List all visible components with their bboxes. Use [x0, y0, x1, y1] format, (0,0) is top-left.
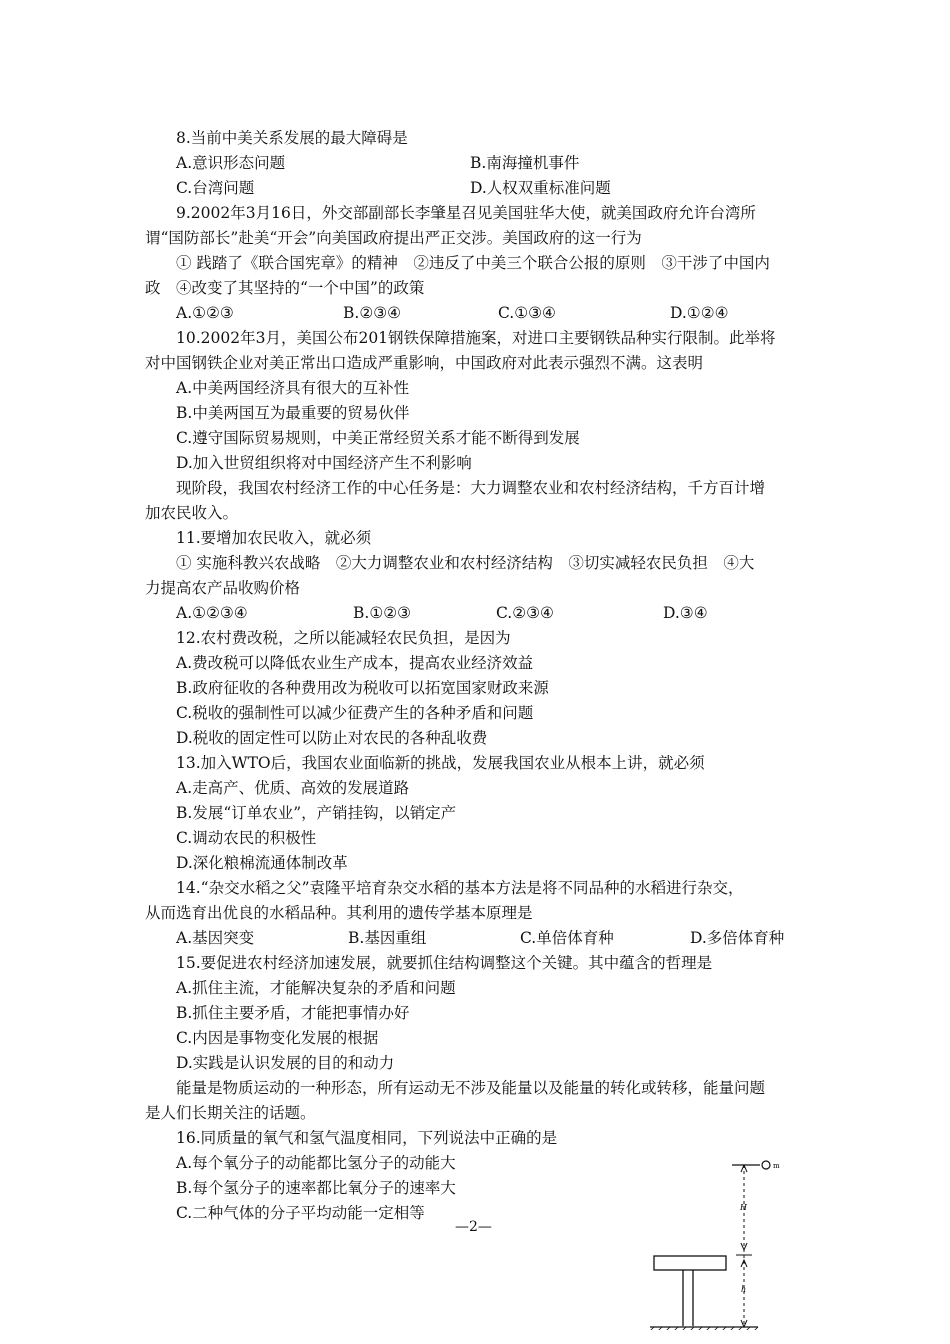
q12-stem: 12.农村费改税，之所以能减轻农民负担，是因为	[176, 629, 511, 647]
ball-icon	[762, 1161, 770, 1169]
q11-option-a: A.①②③④	[176, 604, 248, 622]
q8-option-b: B.南海撞机事件	[470, 154, 580, 172]
q10-option-b: B.中美两国互为最重要的贸易伙伴	[176, 404, 410, 422]
intro1-line1: 现阶段，我国农村经济工作的中心任务是：大力调整农业和农村经济结构，千方百计增	[176, 479, 766, 497]
q13-option-b: B.发展“订单农业”，产销挂钩，以销定产	[176, 804, 457, 822]
q12-option-d: D.税收的固定性可以防止对农民的各种乱收费	[176, 729, 488, 747]
q12-option-a: A.费改税可以降低农业生产成本，提高农业经济效益	[176, 654, 534, 672]
q9-stem-line2: 谓“国防部长”赴美“开会”向美国政府提出严正交涉。美国政府的这一行为	[145, 229, 642, 247]
q15-option-c: C.内因是事物变化发展的根据	[176, 1029, 379, 1047]
q11-option-b: B.①②③	[353, 604, 412, 622]
q8-option-a: A.意识形态问题	[176, 154, 286, 172]
q15-option-a: A.抓住主流，才能解决复杂的矛盾和问题	[176, 979, 456, 997]
q14-option-c: C.单倍体育种	[520, 929, 614, 947]
q9-option-c: C.①③④	[498, 304, 556, 322]
physics-figure	[640, 1150, 780, 1330]
q13-stem: 13.加入WTO后，我国农业面临新的挑战，发展我国农业从根本上讲，就必须	[176, 754, 705, 772]
q13-option-a: A.走高产、优质、高效的发展道路	[176, 779, 410, 797]
q12-option-c: C.税收的强制性可以减少征费产生的各种矛盾和问题	[176, 704, 534, 722]
q11-stem: 11.要增加农民收入，就必须	[176, 529, 372, 547]
intro1-line2: 加农民收入。	[145, 504, 239, 522]
q16-option-b: B.每个氢分子的速率都比氧分子的速率大	[176, 1179, 456, 1197]
q10-stem-line1: 10.2002年3月，美国公布201钢铁保障措施案，对进口主要钢铁品种实行限制。此举将	[176, 329, 776, 347]
height-h-label: h	[741, 1285, 747, 1294]
q11-option-d: D.③④	[663, 604, 708, 622]
q9-stem-line1: 9.2002年3月16日，外交部副部长李肇星召见美国驻华大使，就美国政府允许台湾所	[176, 204, 756, 222]
q11-items-line2: 力提高农产品收购价格	[145, 579, 301, 597]
q9-option-b: B.②③④	[343, 304, 402, 322]
q13-option-c: C.调动农民的积极性	[176, 829, 317, 847]
q8-option-d: D.人权双重标准问题	[470, 179, 611, 197]
q16-stem: 16.同质量的氧气和氢气温度相同，下列说法中正确的是	[176, 1129, 558, 1147]
q9-option-d: D.①②④	[670, 304, 729, 322]
q14-option-d: D.多倍体育种	[690, 929, 785, 947]
q16-option-c: C.二种气体的分子平均动能一定相等	[176, 1204, 425, 1222]
q10-option-c: C.遵守国际贸易规则，中美正常经贸关系才能不断得到发展	[176, 429, 580, 447]
q9-option-a: A.①②③	[176, 304, 234, 322]
q16-option-a: A.每个氧分子的动能都比氢分子的动能大	[176, 1154, 456, 1172]
q15-option-b: B.抓住主要矛盾，才能把事情办好	[176, 1004, 410, 1022]
q12-option-b: B.政府征收的各种费用改为税收可以拓宽国家财政来源	[176, 679, 549, 697]
q10-option-d: D.加入世贸组织将对中国经济产生不利影响	[176, 454, 472, 472]
q9-items-line1: ① 践踏了《联合国宪章》的精神 ②违反了中美三个联合公报的原则 ③干涉了中国内	[176, 254, 770, 272]
q15-option-d: D.实践是认识发展的目的和动力	[176, 1054, 395, 1072]
q10-stem-line2: 对中国钢铁企业对美正常出口造成严重影响，中国政府对此表示强烈不满。这表明	[145, 354, 704, 372]
q11-option-c: C.②③④	[496, 604, 554, 622]
intro2-line2: 是人们长期关注的话题。	[145, 1104, 316, 1122]
height-H-label: H	[740, 1203, 747, 1212]
intro2-line1: 能量是物质运动的一种形态，所有运动无不涉及能量以及能量的转化或转移，能量问题	[176, 1079, 766, 1097]
ball-label: m	[773, 1162, 780, 1170]
q13-option-d: D.深化粮棉流通体制改革	[176, 854, 348, 872]
q14-option-b: B.基因重组	[348, 929, 427, 947]
q10-option-a: A.中美两国经济具有很大的互补性	[176, 379, 410, 397]
q14-stem-line1: 14.“杂交水稻之父”袁隆平培育杂交水稻的基本方法是将不同品种的水稻进行杂交，	[176, 879, 744, 897]
q8-stem: 8.当前中美关系发展的最大障碍是	[176, 129, 408, 147]
page-number: —2—	[455, 1219, 492, 1235]
q11-items-line1: ① 实施科教兴农战略 ②大力调整农业和农村经济结构 ③切实减轻农民负担 ④大	[176, 554, 755, 572]
q14-option-a: A.基因突变	[176, 929, 255, 947]
q15-stem: 15.要促进农村经济加速发展，就要抓住结构调整这个关键。其中蕴含的哲理是	[176, 954, 713, 972]
q14-stem-line2: 从而选育出优良的水稻品种。其利用的遗传学基本原理是	[145, 904, 533, 922]
q8-option-c: C.台湾问题	[176, 179, 255, 197]
arrow-up-icon	[741, 1165, 747, 1172]
q9-items-line2: 政 ④改变了其坚持的“一个中国”的政策	[145, 279, 425, 297]
table-top	[654, 1256, 726, 1270]
